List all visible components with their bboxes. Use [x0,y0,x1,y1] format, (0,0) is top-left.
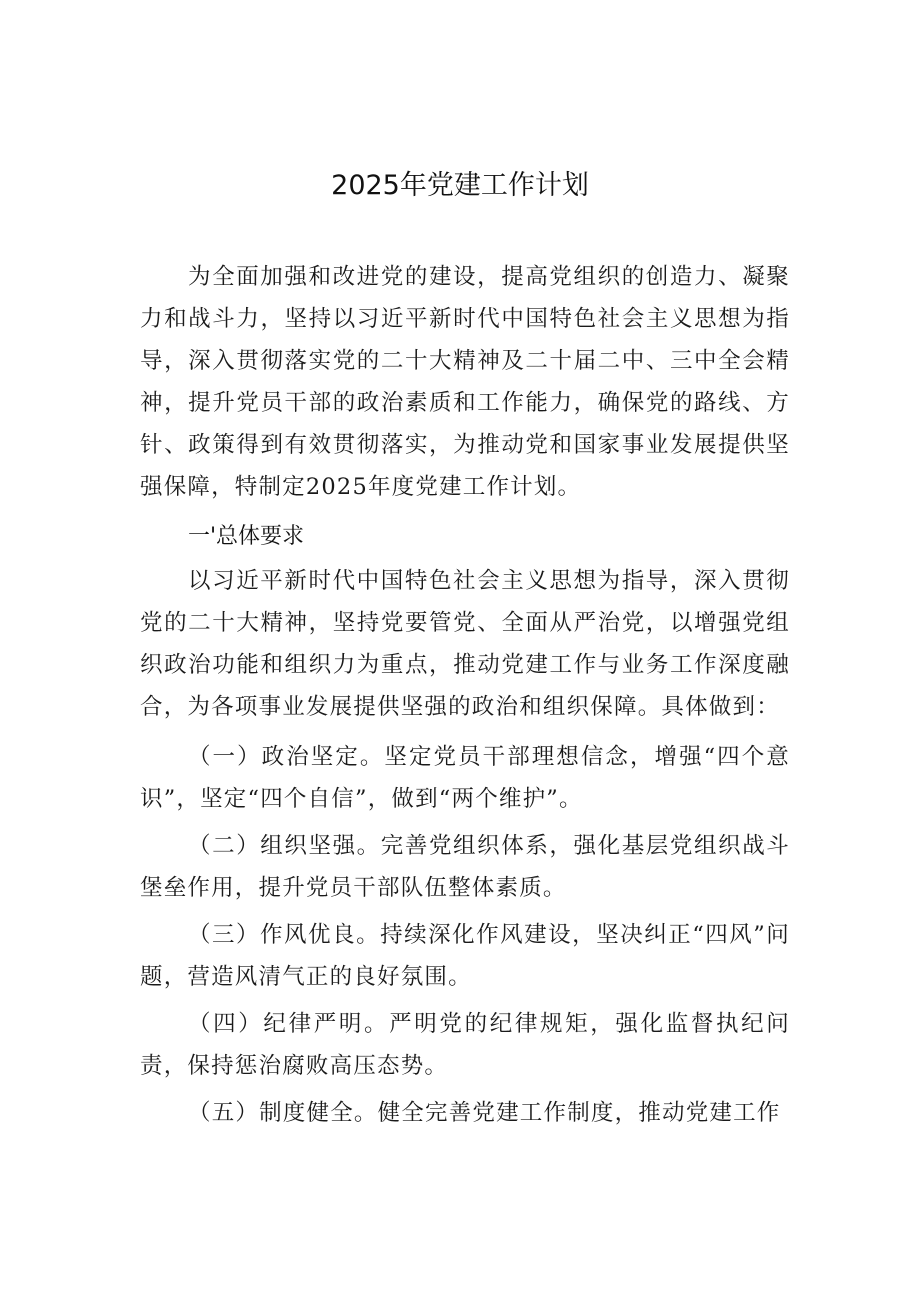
section-heading-general-requirements: 一'总体要求 [188,524,305,549]
list-item-discipline: （四）纪律严明。严明党的纪律规矩，强化监督执纪问责，保持惩治腐败高压态势。 [140,1011,790,1079]
document-title: 2025年党建工作计划 [331,170,589,201]
list-item-system: （五）制度健全。健全完善党建工作制度，推动党建工作 [188,1100,781,1126]
list-item-organization: （二）组织坚强。完善党组织体系，强化基层党组织战斗堡垒作用，提升党员干部队伍整体素质。 [140,833,790,901]
section-paragraph-general-requirements: 以习近平新时代中国特色社会主义思想为指导，深入贯彻党的二十大精神，坚持党要管党、全面从严治党，以增强党组织政治功能和组织力为重点，推动党建工作与业务工作深度融合，为各项事业发展提供坚强的政治和组织保障。具体做到： [140,568,790,720]
list-item-political: （一）政治坚定。坚定党员干部理想信念，增强“四个意识”，坚定“四个自信”，做到“两个维护”。 [140,744,790,812]
intro-paragraph: 为全面加强和改进党的建设，提高党组织的创造力、凝聚力和战斗力，坚持以习近平新时代中国特色社会主义思想为指导，深入贯彻落实党的二十大精神及二十届二中、三中全会精神，提升党员干部的政治素质和工作能力，确保党的路线、方针、政策得到有效贯彻落实，为推动党和国家事业发展提供坚强保障，特制定2025年度党建工作计划。 [140,264,790,500]
list-item-work-style: （三）作风优良。持续深化作风建设，坚决纠正“四风”问题，营造风清气正的良好氛围。 [140,922,790,990]
